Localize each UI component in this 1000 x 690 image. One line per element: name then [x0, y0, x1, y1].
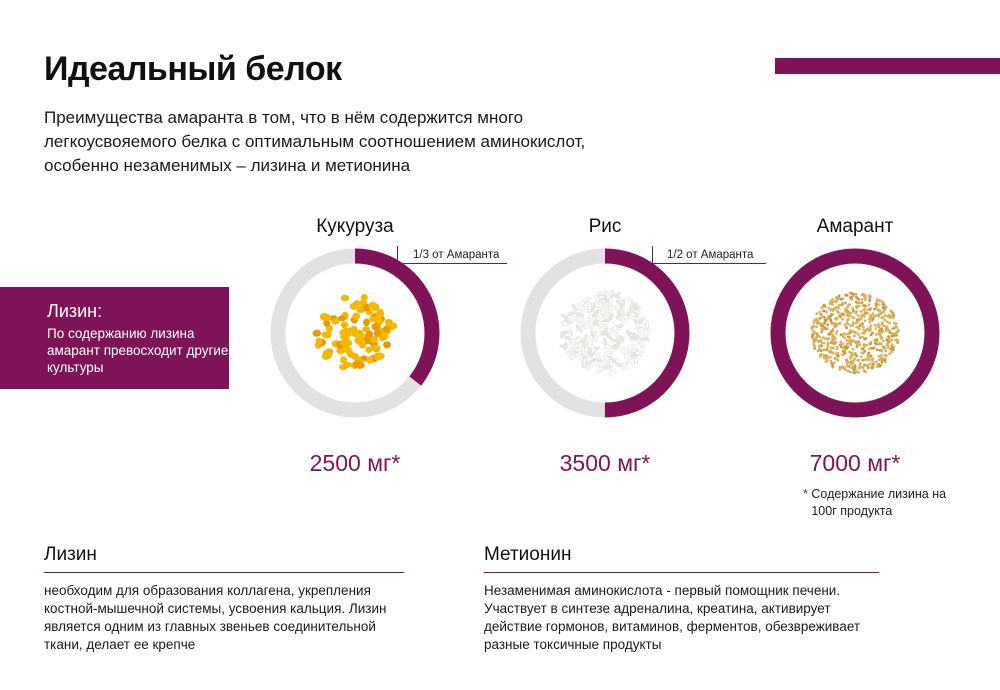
amount-corn: 2500 мг* [309, 450, 401, 476]
section-methionine [484, 544, 879, 654]
amount-amaranth: 7000 мг* [809, 450, 901, 476]
corn-ring [270, 248, 440, 418]
footnote-text: Содержание лизина на 100г продукта [811, 487, 947, 518]
lysine-highlight-box [0, 287, 229, 389]
ratio-label-rice: 1/2 от Амаранта [667, 249, 754, 261]
grain-name-corn: Кукуруза [316, 216, 394, 237]
grain-name-amaranth: Амарант [816, 216, 894, 237]
section-lysine [44, 544, 404, 654]
amaranth-seeds-image [810, 292, 899, 374]
amaranth-ring [770, 248, 940, 418]
rice-ring [520, 248, 690, 418]
corn-kernels-image [313, 294, 398, 370]
lysine-highlight-heading: Лизин: [47, 301, 103, 321]
lysine-highlight-text: По содержанию лизина амарант превосходит другие культуры [47, 326, 229, 375]
section-methionine-text: Незаменимая аминокислота - первый помощник печени. Участвует в синтезе адреналина, креатина, активирует действие гормонов, витаминов, ферментов, обезвреживает разные токсичные продукты [484, 583, 861, 652]
intro-text: Преимущества амаранта в том, что в нём содержится много легкоусвояемого белка с оптимальным соотношением аминокислот, особенно незаменимых – лизина и метионина [44, 108, 586, 175]
footnote-star: * [803, 487, 808, 501]
top-accent-bar [775, 58, 1000, 74]
footnote [803, 486, 961, 520]
amount-rice: 3500 мг* [559, 450, 651, 476]
rice-grains-image [559, 289, 652, 377]
section-lysine-text: необходим для образования коллагена, укрепления костной-мышечной системы, усвоения кальция. Лизин является одним из главных звеньев соединительной ткани, делает ее крепче [44, 583, 387, 652]
section-methionine-heading: Метионин [484, 544, 879, 573]
ratio-label-corn: 1/3 от Амаранта [413, 249, 500, 261]
section-lysine-heading: Лизин [44, 544, 404, 573]
grain-name-rice: Рис [588, 216, 622, 237]
page-title: Идеальный белок [44, 50, 342, 88]
